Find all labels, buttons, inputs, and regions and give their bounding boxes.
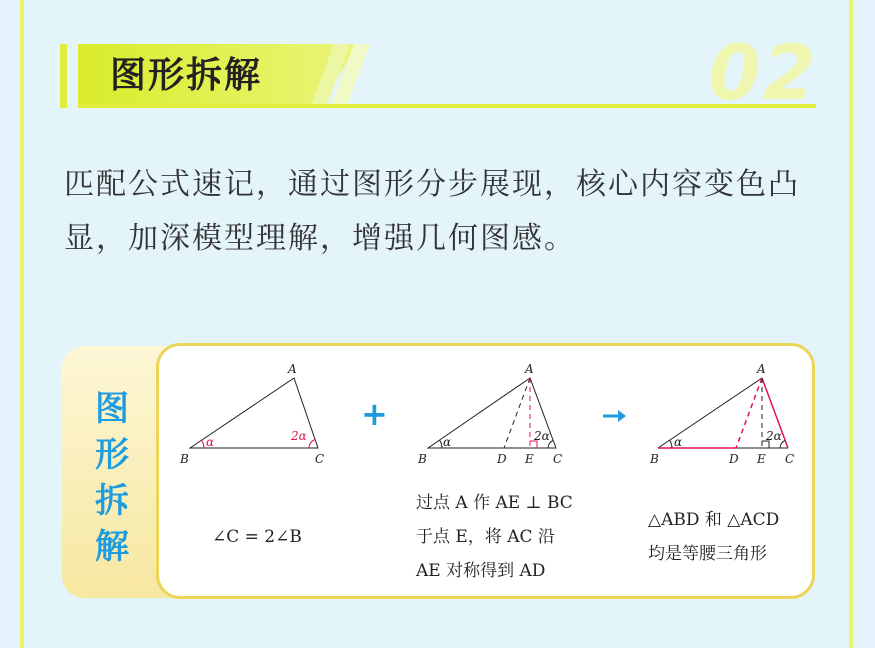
caption-line: ∠C = 2∠B [212,527,302,547]
caption-line: 过点 A 作 AE ⊥ BC [416,493,573,513]
vertex-label-d: D [729,452,739,466]
angle-b-arc [670,440,672,448]
vertex-label-d: D [497,452,507,466]
vertex-label-b: B [650,452,659,466]
triangle-figure-3 [642,360,802,470]
angle-label-two-alpha: 2α [534,429,550,443]
segment-ad [504,378,530,448]
section-description: 匹配公式速记，通过图形分步展现，核心内容变色凸显，加深模型理解，增强几何图感。 [64,167,800,256]
vertex-label-c: C [315,452,325,466]
caption-figure-3 [648,503,779,571]
section-number: 02 [708,28,818,117]
caption-line: AE 对称得到 AD [416,561,546,581]
caption-line: 均是等腰三角形 [648,544,767,564]
plus-operator: + [361,395,388,433]
segment-ad [736,378,762,448]
angle-b-arc [440,440,442,448]
angle-label-alpha: α [206,435,215,449]
caption-line: 于点 E，将 AC 沿 [416,527,555,547]
side-label-char: 拆 [95,481,129,521]
vertex-label-e: E [757,452,766,466]
caption-figure-1 [212,520,302,554]
angle-label-two-alpha: 2α [766,429,782,443]
angle-label-alpha: α [443,435,452,449]
side-label-char: 形 [95,435,129,475]
vertex-label-a: A [757,362,766,376]
section-title: 图形拆解 [110,55,263,96]
angle-b-arc [202,440,204,448]
caption-figure-2 [416,486,573,588]
caption-line: △ABD 和 △ACD [648,510,780,530]
vertex-label-e: E [525,452,534,466]
vertex-label-b: B [418,452,427,466]
arrow-right-icon [600,402,628,430]
title-bar-marker [60,44,67,108]
vertex-label-b: B [180,452,189,466]
side-label-char: 解 [95,527,129,567]
angle-c-arc [309,440,315,449]
side-label-char: 图 [95,389,129,429]
card-side-label [92,386,132,570]
triangle-figure-2 [412,360,572,470]
angle-label-alpha: α [674,435,683,449]
title-underline [78,104,816,108]
vertex-label-a: A [288,362,297,376]
vertex-label-c: C [785,452,795,466]
angle-label-two-alpha: 2α [291,429,307,443]
triangle-figure-1 [176,360,336,470]
vertex-label-c: C [553,452,563,466]
vertex-label-a: A [525,362,534,376]
